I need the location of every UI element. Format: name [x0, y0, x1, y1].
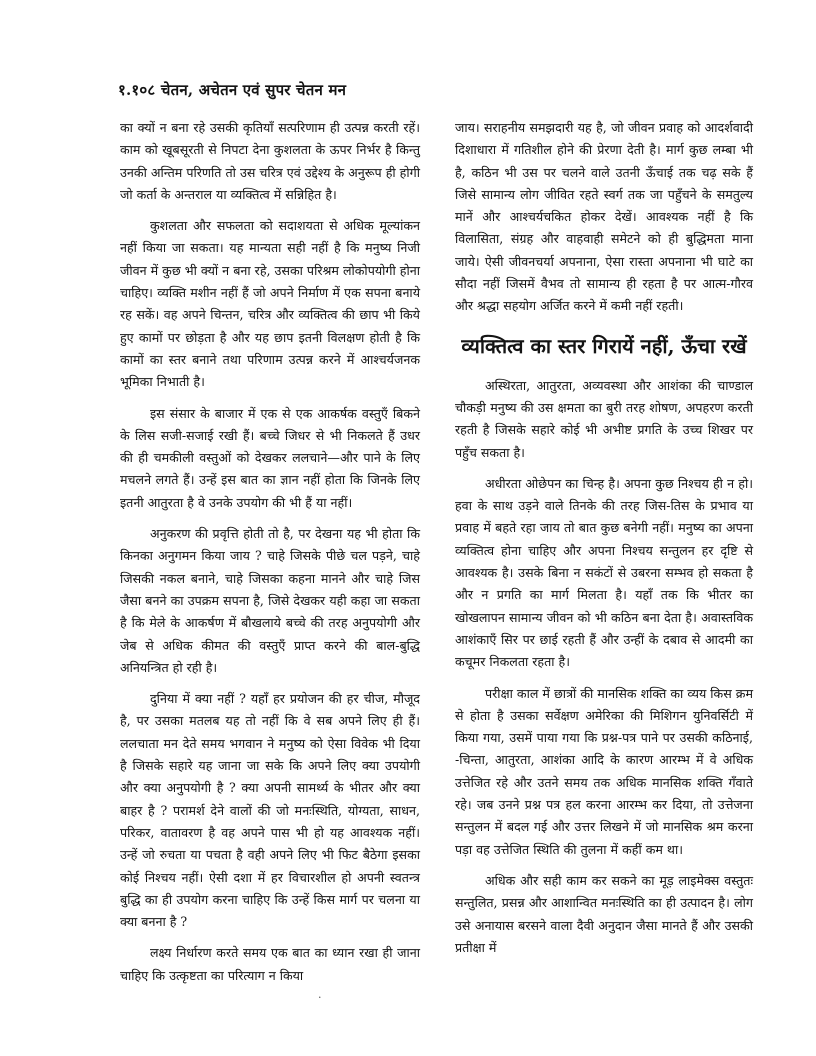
paragraph: अस्थिरता, आतुरता, अव्यवस्था और आशंका की चाण्डाल चौकड़ी मनुष्य की उस क्षमता का बुरी तरह शोषण, अपहरण करती रहती है जिसके सहारे कोई भी अभीष्ट प्रगति के उच्च शिखर पर पहुँच सकता है। — [455, 377, 753, 460]
right-column — [455, 117, 753, 968]
paragraph: कुशलता और सफलता को सदाशयता से अधिक मूल्यांकन नहीं किया जा सकता। यह मान्यता सही नहीं है कि मनुष्य निजी जीवन में कुछ भी क्यों न बना रहे, उसका परिश्रम लोकोपयोगी होना चाहिए। व्यक्ति मशीन नहीं हैं जो अपने निर्माण में एक सपना बनाये रह सकें। वह अपने चिन्तन, चरित्र और व्यक्तित्व की छाप भी किये हुए कामों पर छोड़ता है और यह छाप इतनी विलक्षण होती है कि कामों का स्तर बनाने तथा परिणाम उत्पन्न करने में आश्चर्यजनक भूमिका निभाती है। — [120, 218, 420, 390]
paragraph: जाय। सराहनीय समझदारी यह है, जो जीवन प्रवाह को आदर्शवादी दिशाधारा में गतिशील होने की प्रेरणा देती है। मार्ग कुछ लम्बा भी है, कठिन भी उस पर चलने वाले उतनी ऊँचाई तक चढ़ सके हैं जिसे सामान्य लोग जीवित रहते स्वर्ग तक जा पहुँचने के समतुल्य मानें और आश्चर्यचकित होकर देखें। आवश्यक नहीं है कि विलासिता, संग्रह और वाहवाही समेटने को ही बुद्धिमता माना जाये। ऐसी जीवनचर्या अपनाना, ऐसा रास्ता अपनाना भी घाटे का सौदा नहीं जिसमें वैभव तो सामान्य ही रहता है पर आत्म-गौरव और श्रद्धा सहयोग अर्जित करने में कमी नहीं रहती। — [455, 120, 753, 314]
paragraph: दुनिया में क्या नहीं ? यहाँ हर प्रयोजन की हर चीज, मौजूद है, पर उसका मतलब यह तो नहीं कि वे सब अपने लिए ही हैं। ललचाता मन देते समय भगवान ने मनुष्य को ऐसा विवेक भी दिया है जिसके सहारे यह जाना जा सके कि अपने लिए क्या उपयोगी और क्या अनुपयोगी है ? क्या अपनी सामर्थ्य के भीतर और क्या बाहर है ? परामर्श देने वालों की जो मनःस्थिति, योग्यता, साधन, परिकर, वातावरण है वह अपने पास भी हो यह आवश्यक नहीं। उन्हें जो रुचता या पचता है वही अपने लिए भी फिट बैठेगा इसका कोई निश्चय नहीं। ऐसी दशा में हर विचारशील हो अपनी स्वतन्त्र बुद्धि का ही उपयोग करना चाहिए कि उन्हें किस मार्ग पर चलना या क्या बनना है ? — [120, 691, 420, 930]
paragraph: इस संसार के बाजार में एक से एक आकर्षक वस्तुएँ बिकने के लिस सजी-सजाई रखी हैं। बच्चे जिधर से भी निकलते हैं उधर की ही चमकीली वस्तुओं को देखकर ललचाने—और पाने के लिए मचलने लगते हैं। उन्हें इस बात का ज्ञान नहीं होता कि जिनके लिए इतनी आतुरता है वे उनके उपयोग की भी हैं या नहीं। — [120, 405, 420, 510]
running-head: १.१०८ चेतन, अचेतन एवं सुपर चेतन मन — [118, 81, 347, 99]
paragraph: लक्ष्य निर्धारण करते समय एक बात का ध्यान रखा ही जाना चाहिए कि उत्कृष्टता का परित्याग न किया — [120, 945, 420, 983]
page-mark: . — [318, 988, 322, 1001]
paragraph: का क्यों न बना रहे उसकी कृतियाँ सत्परिणाम ही उत्पन्न करती रहें। काम को खूबसूरती से निपटा देना कुशलता के ऊपर निर्भर है किन्तु उनकी अन्तिम परिणति तो उस चरित्र एवं उद्देश्य के अनुरूप ही होगी जो कर्ता के अन्तराल या व्यक्तित्व में सन्निहित है। — [120, 120, 420, 202]
left-column — [120, 117, 420, 996]
paragraph: अनुकरण की प्रवृत्ति होती तो है, पर देखना यह भी होता कि किनका अनुगमन किया जाय ? चाहे जिसके पीछे चल पड़ने, चाहे जिसकी नकल बनाने, चाहे जिसका कहना मानने और चाहे जिस जैसा बनने का उपक्रम सपना है, जिसे देखकर यही कहा जा सकता है कि मेले के आकर्षण में बौखलाये बच्चे की तरह अनुपयोगी और जेब से अधिक कीमत की वस्तुएँ प्राप्त करने की बाल-बुद्धि अनियन्त्रित हो रही है। — [120, 526, 420, 675]
paragraph: अधिक और सही काम कर सकने का मूड़ लाइमेक्स वस्तुतः सन्तुलित, प्रसन्न और आशान्वित मनःस्थिति का ही उत्पादन है। लोग उसे अनायास बरसने वाला दैवी अनुदान जैसा मानते हैं और उसकी प्रतीक्षा में — [455, 872, 753, 955]
paragraph: परीक्षा काल में छात्रों की मानसिक शक्ति का व्यय किस क्रम से होता है उसका सर्वेक्षण अमेरिका की मिशिगन युनिवर्सिटी में किया गया, उसमें पाया गया कि प्रश्न-पत्र पाने पर उसकी कठिनाई, -चिन्ता, आतुरता, आशंका आदि के कारण आरम्भ में वे अधिक उत्तेजित रहे और उतने समय तक अधिक मानसिक शक्ति गँवाते रहे। जब उनने प्रश्न पत्र हल करना आरम्भ कर दिया, तो उत्तेजना सन्तुलन में बदल गई और उत्तर लिखने में जो मानसिक श्रम करना पड़ा वह उत्तेजित स्थिति की तुलना में कहीं कम था। — [455, 685, 753, 857]
section-heading: व्यक्तित्व का स्तर गिरायें नहीं, ऊँचा रखें — [461, 333, 747, 358]
paragraph: अधीरता ओछेपन का चिन्ह है। अपना कुछ निश्चय ही न हो। हवा के साथ उड़ने वाले तिनके की तरह जिस-तिस के प्रभाव या प्रवाह में बहते रहा जाय तो बात कुछ बनेगी नहीं। मनुष्य का अपना व्यक्तित्व होना चाहिए और अपना निश्चय सन्तुलन हर दृष्टि से आवश्यक है। उसके बिना न सकंटों से उबरना सम्भव हो सकता है और न प्रगति का मार्ग मिलता है। यहाँ तक कि भीतर का खोखलापन सामान्य जीवन को भी कठिन बना देता है। अवास्तविक आशंकाएँ सिर पर छाई रहती हैं और उन्हीं के दबाव से आदमी का कचूमर निकलता रहता है। — [455, 475, 753, 670]
